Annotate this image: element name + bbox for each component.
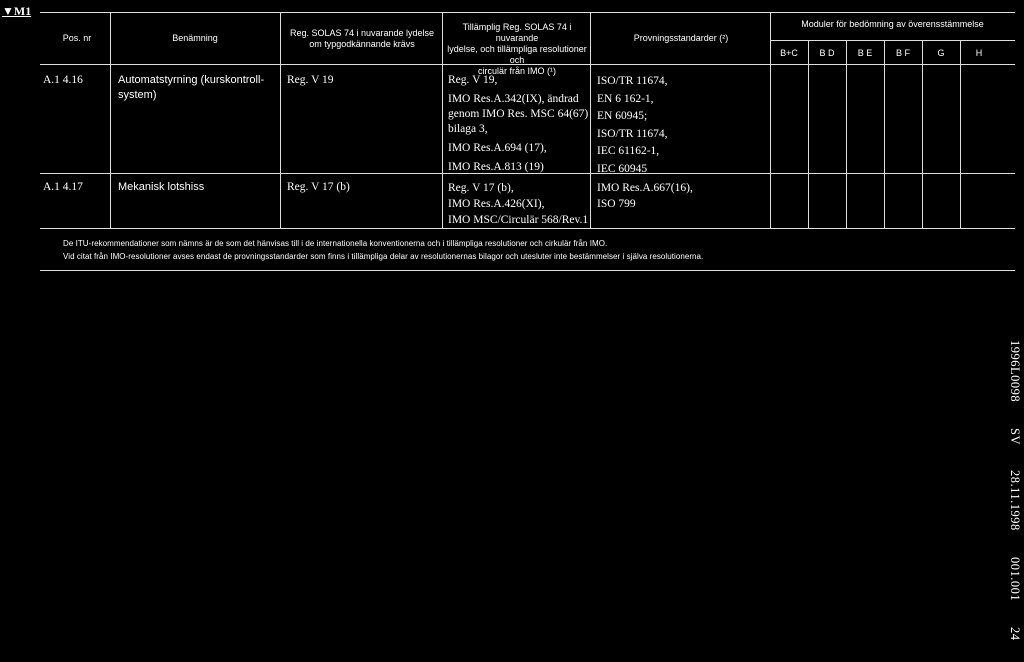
modules-divider-rule [770,40,1015,41]
header-reg-type: Reg. SOLAS 74 i nuvarande lydelse om typgodkännande krävs [289,28,435,49]
module-col-h: H [975,48,983,58]
amendment-marker: ▼M1 [2,4,32,18]
module-col-bc: B+C [780,48,798,58]
module-col-g: G [937,48,945,58]
col-divider [280,12,281,228]
side-reference: 1996L0098 SV 28.11.1998 001.001 24 [1008,340,1022,641]
col-divider [770,12,771,228]
row-applicable: Reg. V 19, IMO Res.A.342(IX), ändrad genom IMO Res. MSC 64(67) bilaga 3, IMO Res.A.694 (17), IMO Res.A.813 (19) [448,74,589,173]
row-reg: Reg. V 17 (b) [287,181,350,193]
footnote-1: De ITU-rekommendationer som nämns är de som det hänvisas till i de internationella konventionerna och i tillämpliga resolutioner och cirkulär från IMO. [63,239,608,248]
header-name: Benämning [172,33,218,43]
col-divider [110,12,111,228]
row-reg: Reg. V 19 [287,74,334,86]
table-bottom-rule [40,228,1015,229]
col-divider [922,40,923,228]
col-divider [960,40,961,228]
header-pos: Pos. nr [62,33,92,43]
col-divider [846,40,847,228]
row-name: Automatstyrning (kurskontroll- system) [118,74,265,101]
col-divider [884,40,885,228]
row-applicable: Reg. V 17 (b), IMO Res.A.426(XI), IMO MSC/Circulär 568/Rev.1 [448,182,589,226]
table-top-rule [40,12,1015,13]
row-standards: ISO/TR 11674, EN 6 162-1, EN 60945; ISO/TR 11674, IEC 61162-1, IEC 60945 [597,75,668,175]
header-applicable: Tillämplig Reg. SOLAS 74 i nuvarande lydelse, och tillämpliga resolutioner och circulär från IMO (¹) [447,22,587,76]
col-divider [808,40,809,228]
notes-bottom-rule [40,270,1015,271]
header-modules-title: Moduler för bedömning av överensstämmelse [801,19,984,29]
module-col-bd: B D [819,48,835,58]
row-pos: A.1 4.17 [43,181,83,193]
module-col-be: B E [857,48,873,58]
footnote-2: Vid citat från IMO-resolutioner avses endast de provningsstandarder som finns i tillämpliga delar av resolutionernas bilagor och utesluter inte bestämmelser i själva resolutionerna. [63,252,704,261]
row-name: Mekanisk lotshiss [118,181,205,193]
header-standards: Provningsstandarder (²) [633,33,729,43]
row-pos: A.1 4.16 [43,74,83,86]
module-col-bf: B F [895,48,910,58]
row-standards: IMO Res.A.667(16), ISO 799 [597,182,693,210]
